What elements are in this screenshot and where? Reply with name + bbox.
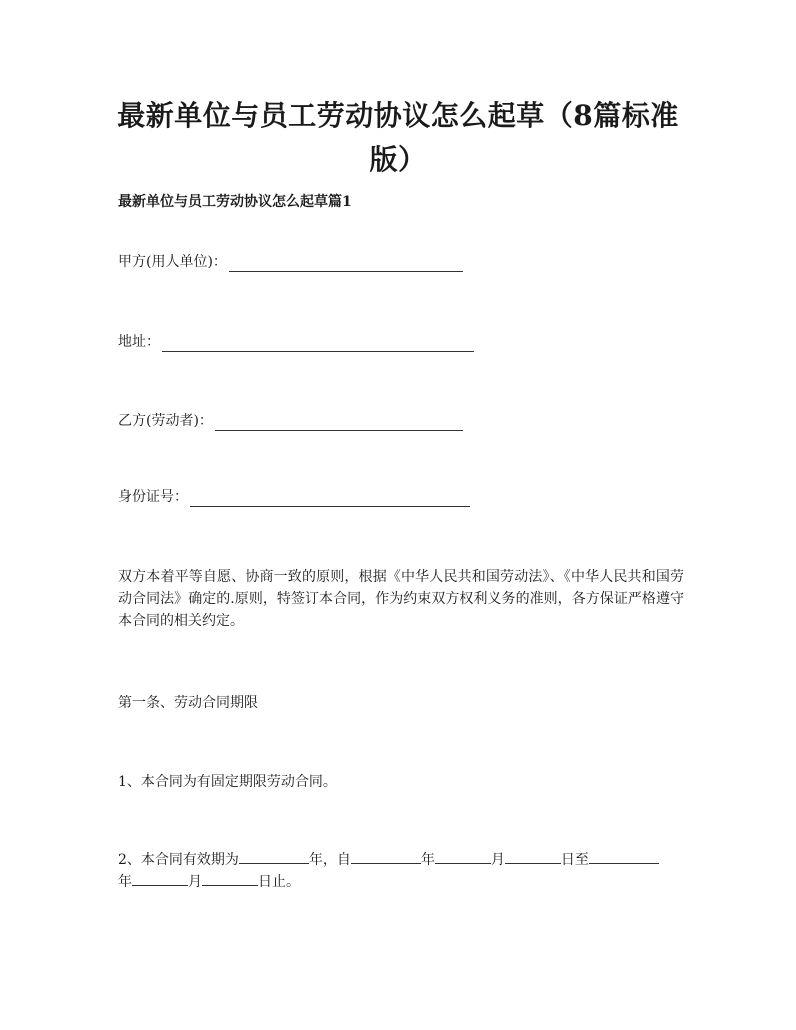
party-b-field (118, 411, 463, 431)
end-day-blank[interactable] (202, 871, 258, 886)
start-day-blank[interactable] (505, 849, 561, 864)
document-title: 最新单位与员工劳动协议怎么起草（8篇标准版） (117, 99, 679, 176)
id-number-label: 身份证号： (118, 489, 188, 505)
id-number-blank-line[interactable] (190, 492, 470, 507)
clause-2-years: 年，自 (308, 852, 351, 868)
party-b-label: 乙方(劳动者)： (118, 413, 213, 429)
start-month-blank[interactable] (435, 849, 491, 864)
party-a-label: 甲方(用人单位)： (118, 254, 227, 270)
clause-2-month2: 月 (188, 874, 202, 890)
intro-paragraph: 双方本着平等自愿、协商一致的原则，根据《中华人民共和国劳动法》、《中华人民共和国劳动合同法》确定的.原则，特签订本合同，作为约束双方权利义务的准则，各方保证严格遵守本合同的相关约定。 (118, 569, 684, 629)
address-blank-line[interactable] (162, 337, 474, 352)
section-heading: 最新单位与员工劳动协议怎么起草篇1 (118, 194, 352, 210)
party-a-field (118, 252, 463, 272)
clause-2-prefix: 2、本合同有效期为 (118, 852, 239, 868)
clause-2-day-to: 日至 (560, 852, 589, 868)
clause-2-month: 月 (490, 852, 505, 868)
clause-2-year: 年 (420, 852, 435, 868)
clause-2-year2: 年 (118, 874, 132, 890)
address-field (118, 332, 474, 352)
party-b-blank-line[interactable] (215, 416, 463, 431)
end-year-blank[interactable] (589, 849, 659, 864)
id-number-field (118, 487, 470, 507)
end-month-blank[interactable] (132, 871, 188, 886)
clause-1: 1、本合同为有固定期限劳动合同。 (118, 774, 337, 790)
clause-2-day-end: 日止。 (258, 874, 300, 890)
article-1-heading: 第一条、劳动合同期限 (118, 695, 258, 711)
start-year-blank[interactable] (351, 849, 421, 864)
clause-2 (118, 849, 684, 893)
address-label: 地址： (118, 334, 160, 350)
party-a-blank-line[interactable] (229, 257, 463, 272)
term-length-blank[interactable] (239, 849, 309, 864)
